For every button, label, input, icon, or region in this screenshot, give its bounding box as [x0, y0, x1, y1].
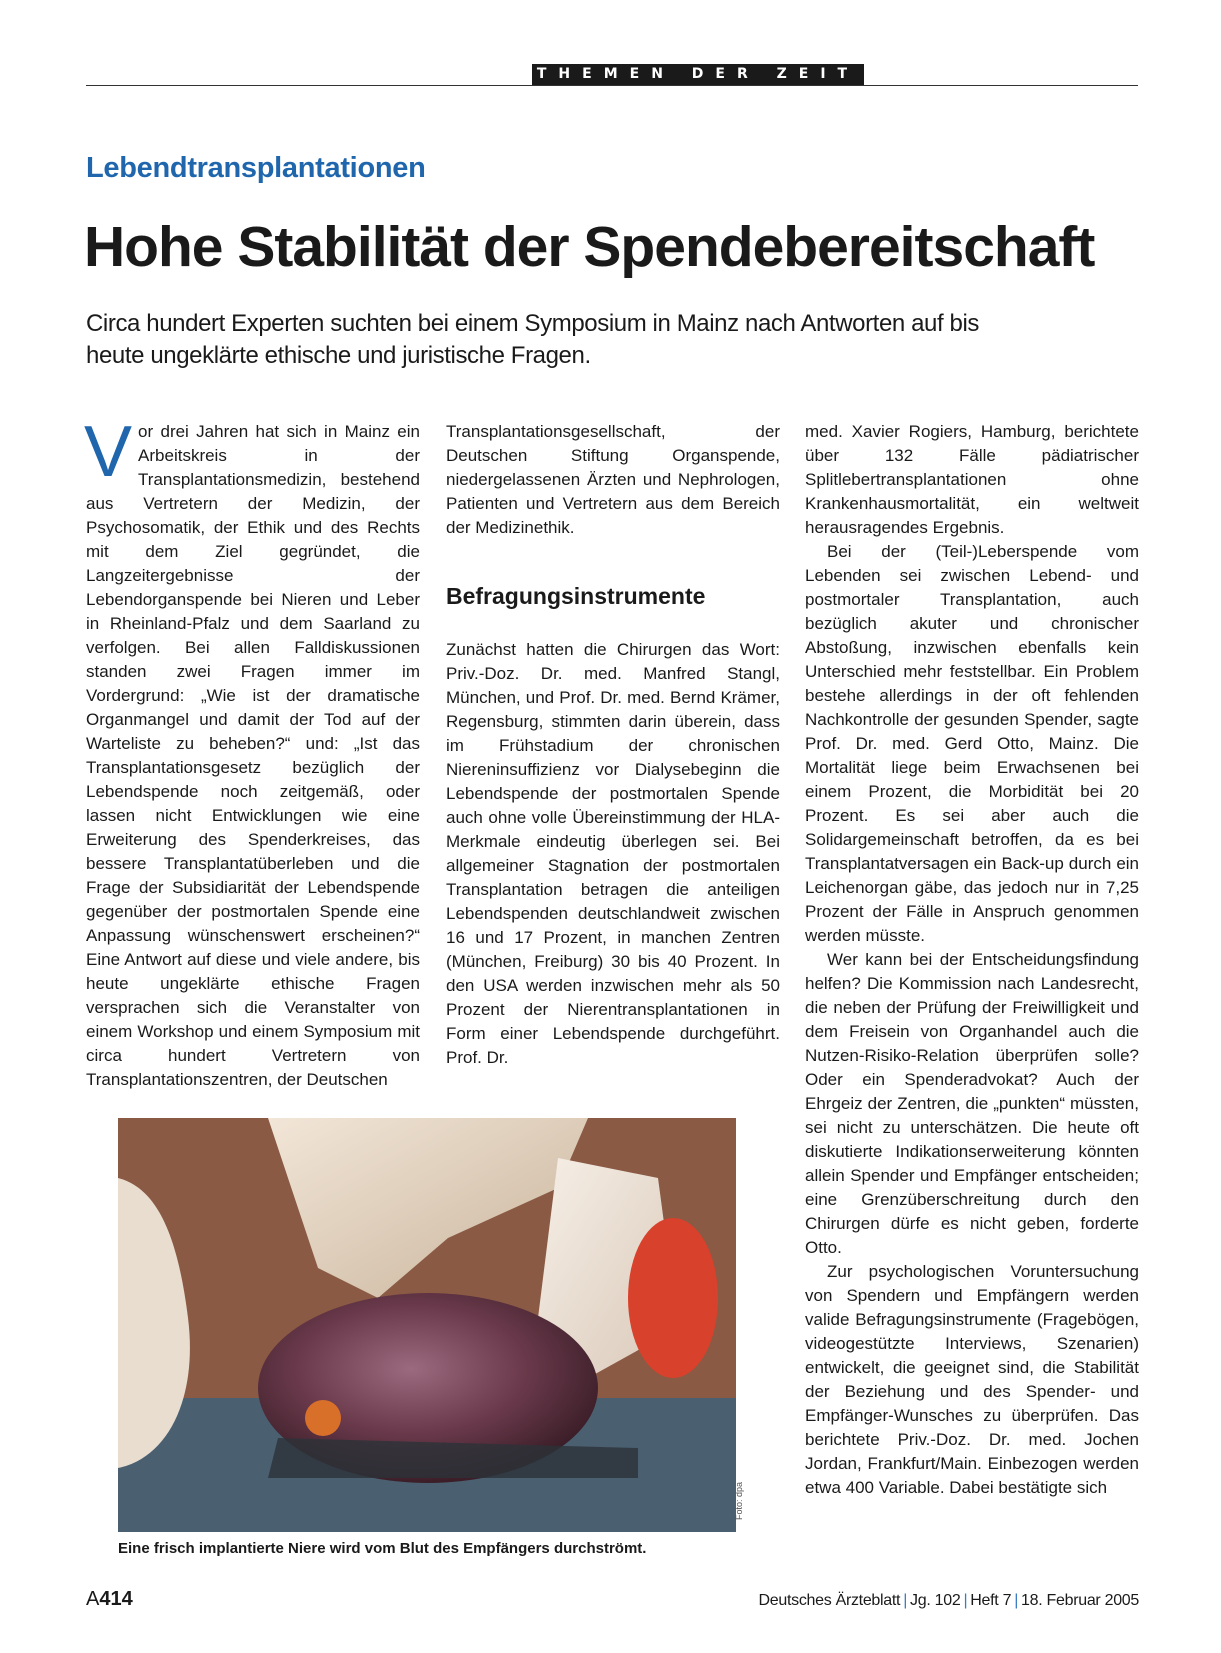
footer-separator: | — [1014, 1592, 1019, 1609]
header-rule — [86, 85, 1138, 86]
col2-paragraph-2: Zunächst hatten die Chirurgen das Wort: Priv.-Doz. Dr. med. Manfred Stangl, München, und Prof. Dr. med. Bernd Krämer, Regensburg, stimmten darin überein, dass im Frühstadium der chronischen Niereninsuffizienz vor Dialysebeginn die Lebendspende der postmortalen Spende auch ohne volle Übereinstimmung der HLA-Merkmale eindeutig überlegen sei. Bei allgemeiner Stagnation der postmortalen Transplantation betragen die anteiligen Lebendspenden deutschlandweit zwischen 16 und 17 Prozent, in manchen Zentren (München, Freiburg) 30 bis 40 Prozent. In den USA werden inzwischen mehr als 50 Prozent der Nierentransplantationen in Form einer Lebendspende durchgeführt. Prof. Dr. — [446, 640, 780, 1067]
section-header — [86, 64, 1138, 86]
article-photo — [118, 1118, 744, 1532]
journal-volume: Jg. 102 — [910, 1592, 961, 1609]
footer-separator: | — [903, 1592, 908, 1609]
tissue-red — [628, 1218, 718, 1378]
col3-paragraph-2: Bei der (Teil-)Leberspende vom Lebenden sei zwischen Lebend- und postmortaler Transplantation, auch bezüglich akuter und chronischer Abstoßung, inzwischen ebenfalls kein Unterschied mehr feststellbar. Ein Problem bestehe allerdings in der oft fehlenden Nachkontrolle der gesunden Spender, sagte Prof. Dr. med. Gerd Otto, Mainz. Die Mortalität liege beim Erwachsenen bei einem Prozent, die Morbidität bei 20 Prozent. Es sei aber auch die Solidargemeinschaft betroffen, da es bei Transplantatversagen ein Back-up durch ein Leichenorgan gäbe, das jedoch nur in 7,25 Prozent der Fälle in Anspruch genommen werden müsste. — [805, 542, 1139, 945]
article-kicker: Lebendtransplantationen — [86, 152, 426, 184]
photo-credit: Foto: dpa — [733, 1481, 744, 1521]
body-column-2 — [446, 420, 780, 1092]
photo-kidney-surgery — [118, 1118, 744, 1532]
journal-name: Deutsches Ärzteblatt — [758, 1592, 901, 1609]
footer-separator: | — [963, 1592, 968, 1609]
drop-cap: V — [84, 412, 133, 492]
page-number — [86, 1588, 133, 1611]
journal-footer — [759, 1592, 1139, 1610]
journal-issue: Heft 7 — [970, 1592, 1012, 1609]
body-column-1 — [84, 412, 420, 1092]
page-number-value: 414 — [99, 1588, 133, 1610]
photo-illustration — [118, 1118, 736, 1532]
article-headline: Hohe Stabilität der Spendebereitschaft — [84, 215, 1095, 279]
section-label: THEMEN DER ZEIT — [532, 64, 864, 85]
journal-date: 18. Februar 2005 — [1021, 1592, 1139, 1609]
col1-text: or drei Jahren hat sich in Mainz ein Arbeitskreis in der Transplantationsmedizin, bestehend aus Vertretern der Medizin, der Psychosomatik, der Ethik und des Rechts mit dem Ziel gegründet, die Langzeitergebnisse der Lebendorganspende bei Nieren und Leber in Rheinland-Pfalz und dem Saarland zu verfolgen. Bei allen Falldiskussionen standen zwei Fragen immer im Vordergrund: „Wie ist der dramatische Organmangel und damit der Tod auf der Warteliste zu beheben?“ und: „Ist das Transplantationsgesetz bezüglich der Lebendspende noch zeitgemäß, oder lassen nicht Entwicklungen wie eine Erweiterung des Spenderkreises, das bessere Transplantatüberleben und die Frage der Subsidiarität der Lebendspende gegenüber der postmortalen Spende eine Anpassung wünschenswert erscheinen?“ Eine Antwort auf diese und viele andere, bis heute ungeklärte ethische Fragen versprachen sich die Veranstalter von einem Workshop und einem Symposium mit circa hundert Vertretern von Transplantationszentren, der Deutschen — [86, 422, 420, 1089]
tissue-orange — [305, 1400, 341, 1436]
col3-paragraph-1: med. Xavier Rogiers, Hamburg, berichtete über 132 Fälle pädiatrischer Splitlebertransplantationen ohne Krankenhausmortalität, ein weltweit herausragendes Ergebnis. — [805, 422, 1139, 537]
body-column-3 — [805, 420, 1139, 1552]
subheading: Befragungsinstrumente — [446, 583, 706, 609]
page-prefix: A — [86, 1588, 100, 1610]
col3-paragraph-4: Zur psychologischen Voruntersuchung von Spendern und Empfängern werden valide Befragungsinstrumente (Fragebögen, videogestützte Interviews, Szenarien) entwickelt, die geeignet sind, die Stabilität der Beziehung und des Spender- und Empfänger-Wunsches zu überprüfen. Das berichtete Priv.-Doz. Dr. med. Jochen Jordan, Frankfurt/Main. Einbezogen werden etwa 400 Variable. Dabei bestätigte sich — [805, 1262, 1139, 1497]
photo-caption: Eine frisch implantierte Niere wird vom Blut des Empfängers durchströmt. — [118, 1540, 647, 1557]
col3-paragraph-3: Wer kann bei der Entscheidungsfindung helfen? Die Kommission nach Landesrecht, die neben der Prüfung der Freiwilligkeit und dem Freisein von Organhandel auch die Nutzen-Risiko-Relation überprüfen solle? Oder ein Spenderadvokat? Auch der Ehrgeiz der Zentren, die „punkten“ müssten, sei nicht zu unterschätzen. Die heute oft diskutierte Indikationserweiterung könnten allein Spender und Empfänger entscheiden; eine Grenzüberschreitung durch den Chirurgen dürfe es nicht geben, forderte Otto. — [805, 950, 1139, 1257]
col2-paragraph-1: Transplantationsgesellschaft, der Deutschen Stiftung Organspende, niedergelassenen Ärzten und Nephrologen, Patienten und Vertretern aus dem Bereich der Medizinethik. — [446, 422, 780, 537]
article-lede: Circa hundert Experten suchten bei einem Symposium in Mainz nach Antworten auf bis heute ungeklärte ethische und juristische Fragen. — [86, 310, 980, 369]
